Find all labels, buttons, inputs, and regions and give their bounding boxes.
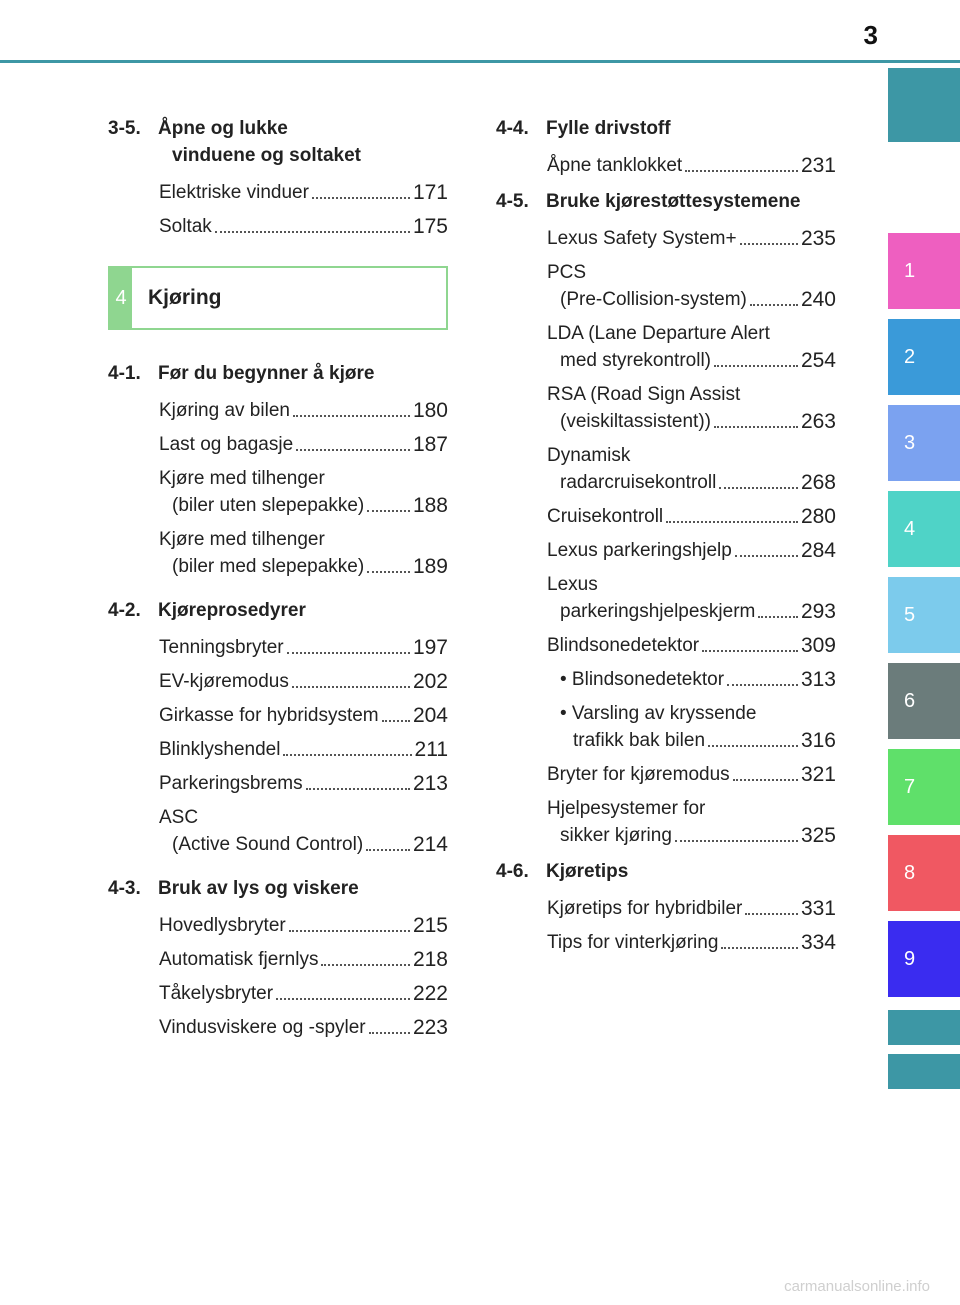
toc-entry[interactable]: Last og bagasje 187 (159, 433, 448, 456)
tab-top[interactable] (888, 68, 960, 142)
chapter-heading-box (108, 266, 448, 330)
toc-entry[interactable]: Parkeringsbrems 213 (159, 772, 448, 795)
toc-entry[interactable]: Bryter for kjøremodus 321 (547, 763, 836, 786)
toc-entry[interactable]: Hjelpesystemer for sikker kjøring 325 (547, 798, 836, 847)
toc-entry[interactable]: Kjøre med tilhenger (biler med slepepakke) 189 (159, 529, 448, 578)
toc-entry[interactable]: Kjøring av bilen 180 (159, 399, 448, 422)
section-heading: 4-1. Før du begynner å kjøre (108, 363, 375, 384)
top-rule (0, 60, 960, 63)
toc-entry[interactable]: Hovedlysbryter 215 (159, 914, 448, 937)
toc-entry[interactable]: Åpne tanklokket 231 (547, 154, 836, 177)
toc-entry[interactable]: Blindsonedetektor 309 (547, 634, 836, 657)
toc-entry[interactable]: RSA (Road Sign Assist (veiskiltassistent)) 263 (547, 384, 836, 433)
toc-entry[interactable]: Vindusviskere og -spyler 223 (159, 1016, 448, 1039)
toc-entry[interactable]: PCS (Pre-Collision-system) 240 (547, 262, 836, 311)
toc-entry[interactable]: Dynamisk radarcruisekontroll 268 (547, 445, 836, 494)
page-number: 3 (863, 20, 878, 50)
tab-1[interactable]: 1 (888, 233, 960, 309)
toc-entry[interactable]: Elektriske vinduer 171 (159, 181, 448, 204)
toc-entry[interactable]: LDA (Lane Departure Alert med styrekontroll) 254 (547, 323, 836, 372)
toc-entry[interactable]: Kjøretips for hybridbiler 331 (547, 897, 836, 920)
toc-entry[interactable]: Lexus Safety System+ 235 (547, 227, 836, 250)
tab-6[interactable]: 6 (888, 663, 960, 739)
chapter-number: 4 (110, 268, 132, 328)
toc-left-column (108, 115, 448, 1048)
section-heading: 4-2. Kjøreprosedyrer (108, 600, 306, 621)
tab-index-a[interactable] (888, 1010, 960, 1045)
toc-entry[interactable]: Blinklyshendel 211 (159, 738, 448, 761)
toc-entry[interactable]: Tenningsbryter 197 (159, 636, 448, 659)
toc-entry[interactable]: Kjøre med tilhenger (biler uten slepepakke) 188 (159, 468, 448, 517)
toc-entry[interactable]: Lexus parkeringshjelp 284 (547, 539, 836, 562)
section-heading: 4-3. Bruk av lys og viskere (108, 878, 359, 899)
tab-7[interactable]: 7 (888, 749, 960, 825)
section-heading: 4-6. Kjøretips (496, 861, 629, 882)
section-heading: 4-5. Bruke kjørestøttesystemene (496, 191, 801, 212)
toc-entry[interactable]: Tåkelysbryter 222 (159, 982, 448, 1005)
tab-2[interactable]: 2 (888, 319, 960, 395)
tab-9[interactable]: 9 (888, 921, 960, 997)
toc-right-column (496, 115, 836, 963)
tab-index-b[interactable] (888, 1054, 960, 1089)
watermark: carmanualsonline.info (784, 1278, 930, 1295)
toc-entry[interactable]: Lexus parkeringshjelpeskjerm 293 (547, 574, 836, 623)
toc-entry[interactable]: Cruisekontroll 280 (547, 505, 836, 528)
tab-4[interactable]: 4 (888, 491, 960, 567)
tab-5[interactable]: 5 (888, 577, 960, 653)
chapter-title: Kjøring (148, 286, 222, 309)
section-heading: 4-4. Fylle drivstoff (496, 118, 671, 139)
toc-entry[interactable]: Tips for vinterkjøring 334 (547, 931, 836, 954)
toc-entry[interactable]: EV-kjøremodus 202 (159, 670, 448, 693)
toc-entry[interactable]: Soltak 175 (159, 215, 448, 238)
tab-8[interactable]: 8 (888, 835, 960, 911)
toc-subentry[interactable]: • Blindsonedetektor 313 (560, 668, 836, 691)
section-heading: 3-5. Åpne og lukke vinduene og soltaket (108, 118, 361, 166)
toc-entry[interactable]: Automatisk fjernlys 218 (159, 948, 448, 971)
toc-entry[interactable]: Girkasse for hybridsystem 204 (159, 704, 448, 727)
tab-3[interactable]: 3 (888, 405, 960, 481)
toc-entry[interactable]: ASC (Active Sound Control) 214 (159, 807, 448, 856)
toc-subentry[interactable]: • Varsling av kryssende trafikk bak bilen 316 (560, 703, 836, 752)
